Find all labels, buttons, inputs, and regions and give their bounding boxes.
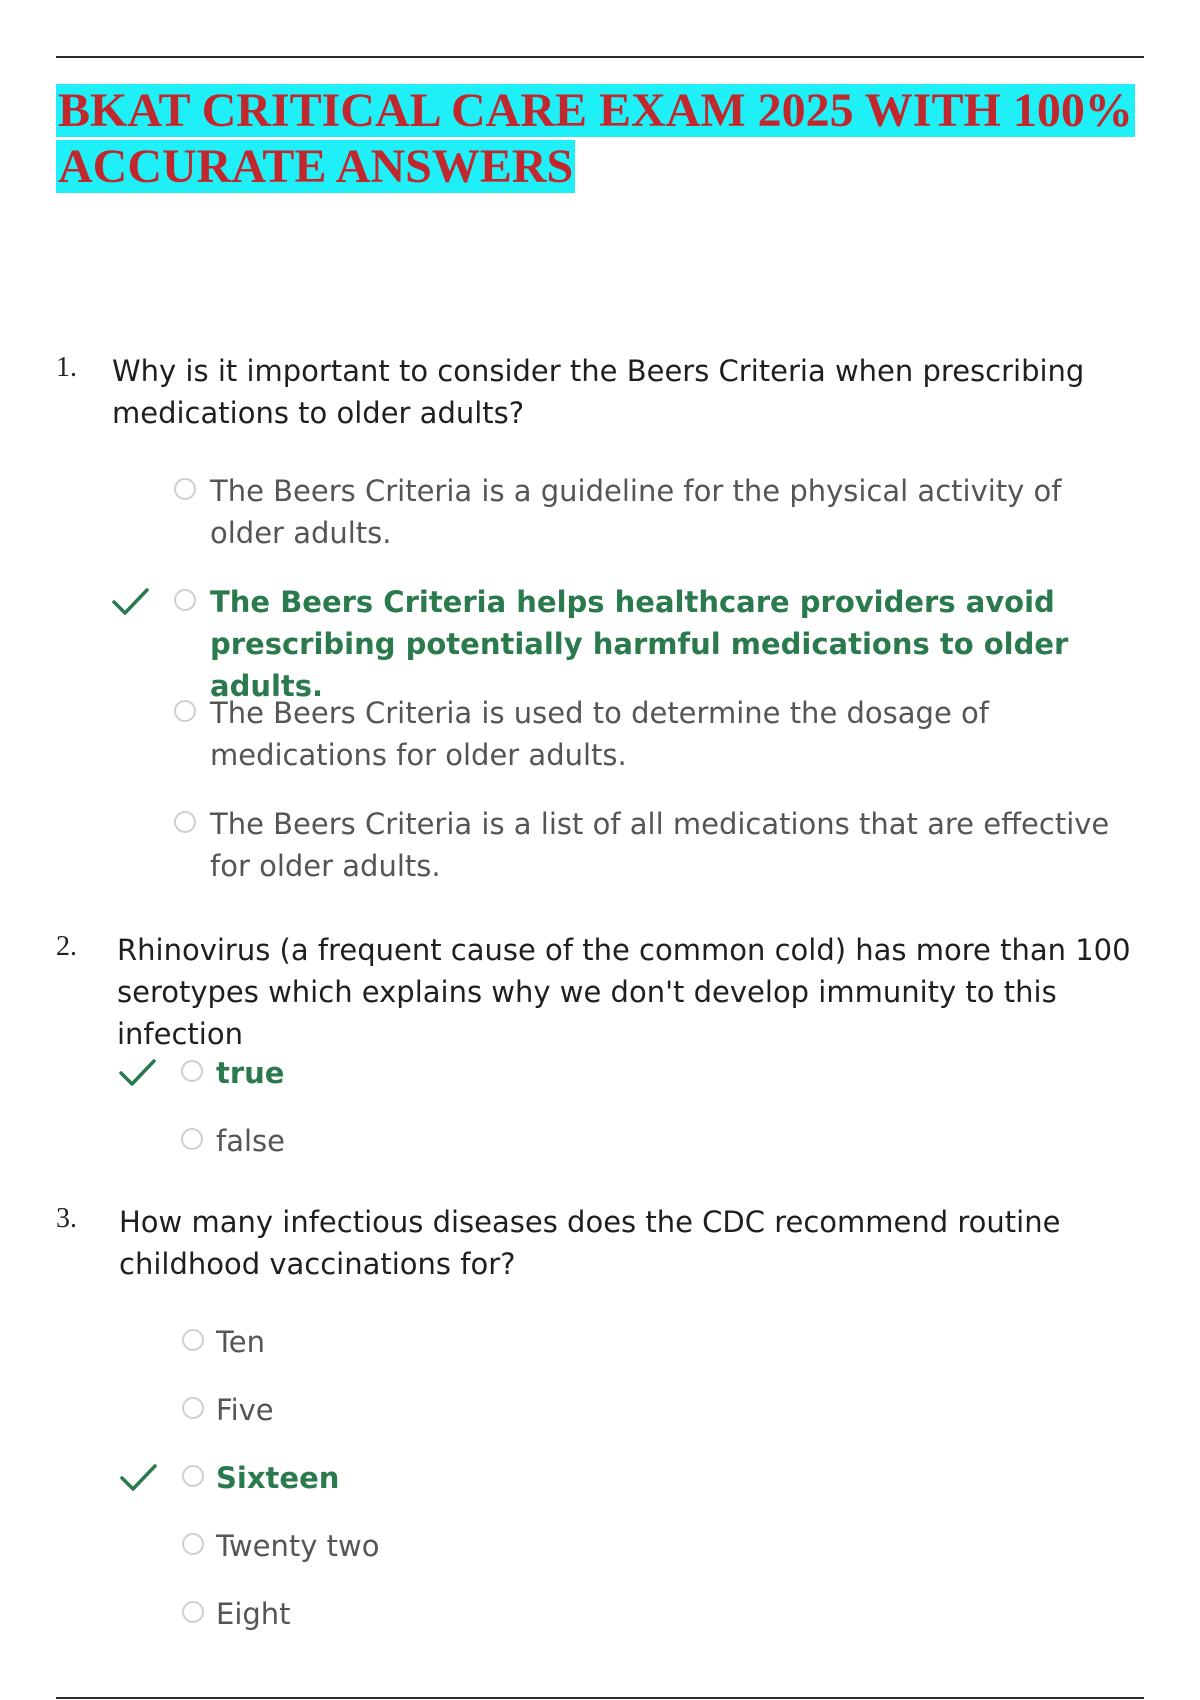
checkmark-icon: [111, 585, 151, 619]
option-text: The Beers Criteria is used to determine the dosage of medications for older adults.: [210, 696, 989, 772]
radio-icon[interactable]: [181, 1060, 203, 1082]
radio-icon[interactable]: [181, 1128, 203, 1150]
question-number: 1.: [56, 352, 77, 383]
radio-icon[interactable]: [182, 1533, 204, 1555]
option-text: Sixteen: [216, 1461, 340, 1495]
option-text: The Beers Criteria helps healthcare providers avoid prescribing potentially harmful medications to older adults.: [210, 585, 1069, 703]
option-text: The Beers Criteria is a guideline for the physical activity of older adults.: [210, 474, 1062, 550]
radio-icon[interactable]: [174, 589, 196, 611]
bottom-rule: [56, 1697, 1144, 1699]
option-text: false: [216, 1124, 285, 1158]
radio-icon[interactable]: [182, 1329, 204, 1351]
option-text: Eight: [216, 1597, 291, 1631]
question-number: 2.: [56, 931, 77, 962]
radio-icon[interactable]: [182, 1601, 204, 1623]
question-number: 3.: [56, 1203, 77, 1234]
title-line-2: ACCURATE ANSWERS: [58, 140, 574, 193]
radio-icon[interactable]: [174, 811, 196, 833]
option-text: Five: [216, 1393, 274, 1427]
option-text: true: [216, 1056, 285, 1090]
radio-icon[interactable]: [182, 1397, 204, 1419]
top-rule: [56, 56, 1144, 58]
option-text: The Beers Criteria is a list of all medications that are effective for older adults.: [210, 807, 1110, 883]
option-text: Ten: [216, 1325, 266, 1359]
checkmark-icon: [118, 1056, 158, 1090]
question-text: How many infectious diseases does the CDC recommend routine childhood vaccinations for?: [119, 1205, 1061, 1281]
radio-icon[interactable]: [174, 478, 196, 500]
question-text: Rhinovirus (a frequent cause of the common cold) has more than 100 serotypes which explains why we don't develop immunity to this infection: [117, 933, 1131, 1051]
document-title: [56, 83, 1156, 195]
checkmark-icon: [119, 1461, 159, 1495]
radio-icon[interactable]: [174, 700, 196, 722]
radio-icon[interactable]: [182, 1465, 204, 1487]
option-text: Twenty two: [216, 1529, 380, 1563]
question-text: Why is it important to consider the Beers Criteria when prescribing medications to older adults?: [112, 354, 1085, 430]
title-line-1: BKAT CRITICAL CARE EXAM 2025 WITH 100%: [58, 84, 1133, 137]
